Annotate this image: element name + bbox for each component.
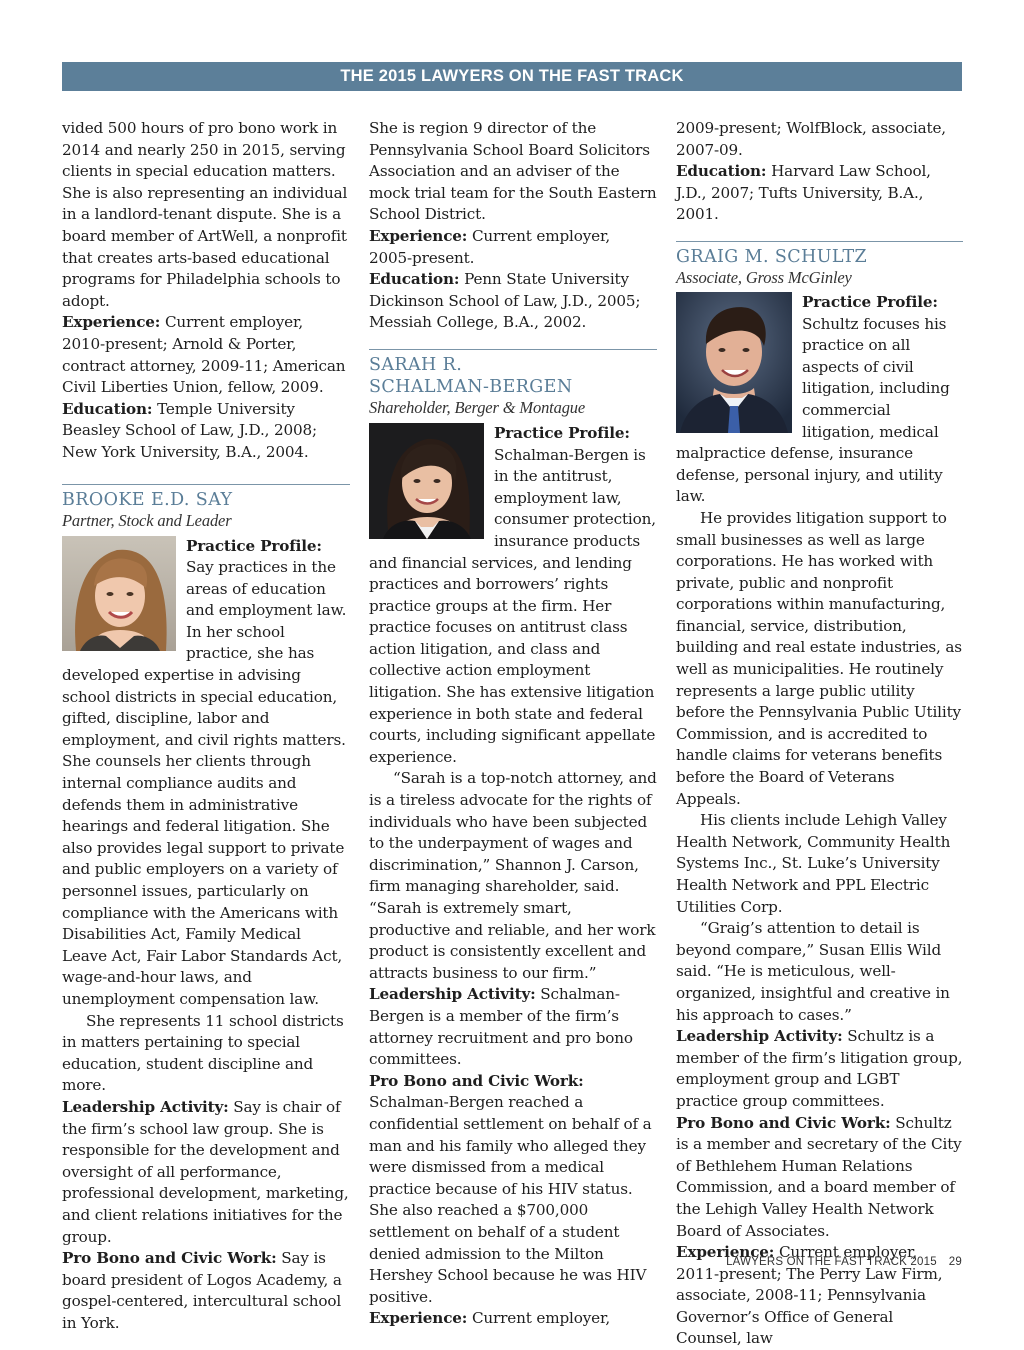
practice-profile-label: Practice Profile: [494,423,630,442]
page-footer [726,1256,962,1268]
role-firm: Stock and Leader [118,510,232,530]
col1-experience [62,312,350,398]
education-label: Education: [62,399,153,418]
role-firm: Gross McGinley [745,267,852,287]
column-2 [369,118,657,1330]
name-line-1: SARAH R. [369,354,463,375]
experience-label: Experience: [676,1243,775,1262]
schultz-profile [676,292,963,508]
profile-role-say: Partner, Stock and Leader [62,510,232,530]
practice-profile-text: Say practices in the areas of education and employment law. In her school practice, she has developed expertise in advising school districts in special education, gifted, discipline, labor and employment, and civil rights matters. She counsels her clients through internal compliance audits and defends them in administrative hearings and federal litigation. She also provides legal support to private and public employers on a variety of personnel issues, particularly on compliance with the Americans with Disabilities Act, Family Medical Leave Act, Fair Labor Standards Act, wage-and-hour laws, and unemployment compensation law. [62,558,347,1008]
experience-text: Current employer, 2010-present; Arnold & Porter, contract attorney, 2009-11; American Civil Liberties Union, fellow, 2009. [62,313,346,397]
probono-label: Pro Bono and Civic Work: [62,1249,277,1268]
schalman-profile [369,423,657,769]
headshot-schalman-bergen [369,423,484,539]
section-banner: THE 2015 LAWYERS ON THE FAST TRACK [62,62,962,91]
experience-text: Current employer, 2005-present. [369,226,611,267]
col3-intro: 2009-present; WolfBlock, associate, 2007-09. [676,119,946,159]
say-probono [62,1248,350,1334]
schultz-para2: He provides litigation support to small businesses as well as large corporations. He has worked with private, public and nonprofit corporations within manufacturing, financial, service, distribution, building and real estate industries, as well as municipalities. He routinely represents a large public utility before the Pennsylvania Public Utility Commission, and is accredited to handle claims for veterans benefits before the Board of Veterans Appeals. [676,508,962,808]
profile-name-schalman-bergen [369,354,657,398]
col2-experience [369,226,657,269]
role-title: Partner [62,510,111,530]
running-title: LAWYERS ON THE FAST TRACK 2015 [726,1256,937,1268]
experience-label: Experience: [369,226,468,245]
education-text: Temple University Beasley School of Law, J.D., 2008; New York University, B.A., 2004. [62,399,318,461]
practice-profile-label: Practice Profile: [186,536,322,555]
leadership-label: Leadership Activity: [369,985,536,1004]
education-label: Education: [369,270,460,289]
col1-education [62,399,350,464]
page-number: 29 [948,1256,962,1268]
schultz-para3: His clients include Lehigh Valley Health Network, Community Health Systems Inc., St. Luke’s University Health Network and PPL Electric Utilities Corp. [676,811,951,916]
practice-profile-text: Schultz focuses his practice on all aspects of civil litigation, including commercial litigation, medical malpractice defense, insurance defense, personal injury, and utility law. [676,314,950,506]
col1-intro: vided 500 hours of pro bono work in 2014 and nearly 250 in 2015, serving clients in special education matters. She is also representing an individual in a landlord-tenant dispute. She is a board member of ArtWell, a nonprofit that creates arts-based educational programs for Philadelphia schools to adopt. [62,119,348,310]
experience-label: Experience: [369,1309,468,1328]
headshot-say [62,536,176,651]
role-title: Shareholder [369,397,447,417]
say-para2: She represents 11 school districts in matters pertaining to special education, student discipline and more. [62,1011,344,1095]
experience-label: Experience: [62,313,161,332]
experience-text: Current employer, [467,1309,611,1328]
profile-name-say: BROOKE E.D. SAY [62,489,233,510]
probono-text: Schultz is a member and secretary of the City of Bethlehem Human Relations Commission, and a board member of the Lehigh Valley Health Network Board of Associates. [676,1113,962,1240]
practice-profile-label: Practice Profile: [802,292,938,311]
schultz-probono [676,1113,963,1243]
probono-label: Pro Bono and Civic Work: [369,1071,584,1090]
experience-text: Current employer, 2011-present; The Perry Law Firm, associate, 2008-11; Pennsylvania Governor’s Office of General Counsel, law [676,1243,943,1348]
leadership-label: Leadership Activity: [62,1097,229,1116]
schultz-quote: “Graig’s attention to detail is beyond compare,” Susan Ellis Wild said. “He is meticulous, well-organized, insightful and creative in his approach to cases.” [676,919,950,1024]
role-firm: Berger & Montague [454,397,586,417]
headshot-schultz [676,292,792,433]
name-line-2: SCHALMAN-BERGEN [369,376,573,397]
profile-name-schultz: GRAIG M. SCHULTZ [676,246,868,267]
role-title: Associate [676,267,738,287]
leadership-text: Schultz is a member of the firm’s litigation group, employment group and LGBT practice group committees. [676,1027,963,1110]
column-3 [676,118,963,1350]
practice-profile-text: Schalman-Bergen is in the antitrust, employment law, consumer protection, insurance products and financial services, and lending practices and borrowers’ rights practice groups at the firm. Her practice focuses on antitrust class action litigation, and class and collective action employment litigation. She has extensive litigation experience in both state and federal courts, including significant appellate experience. [369,445,656,766]
schalman-quote: “Sarah is a top-notch attorney, and is a tireless advocate for the rights of individuals who have been subjected to the underpayment of wages and discrimination,” Shannon J. Carson, firm managing shareholder, said. “Sarah is extremely smart, productive and reliable, and her work product is consistently excellent and attracts business to our firm.” [369,769,657,982]
col2-intro: She is region 9 director of the Pennsylvania School Board Solicitors Association and an adviser of the mock trial team for the South Eastern School District. [369,119,657,224]
profile-role-schalman-bergen: Shareholder, Berger & Montague [369,397,586,417]
leadership-text: Say is chair of the firm’s school law group. She is responsible for the development and oversight of all performance, professional development, marketing, and client relations initiatives for the group. [62,1097,349,1246]
schalman-probono [369,1071,657,1309]
profile-role-schultz: Associate, Gross McGinley [676,267,852,287]
schultz-leadership [676,1026,963,1112]
education-text: Harvard Law School, J.D., 2007; Tufts University, B.A., 2001. [676,162,931,224]
say-profile [62,536,350,1011]
probono-text: Schalman-Bergen reached a confidential settlement on behalf of a man and his family who alleged they were dismissed from a medical practice because of his HIV status. She also reached a $700,000 settlement on behalf of a student denied admission to the Milton Hershey School because he was HIV positive. [369,1093,652,1306]
leadership-label: Leadership Activity: [676,1027,843,1046]
probono-label: Pro Bono and Civic Work: [676,1113,891,1132]
leadership-text: Schalman-Bergen is a member of the firm’s attorney recruitment and pro bono committees. [369,985,633,1069]
schalman-experience [369,1308,657,1330]
column-1 [62,118,350,1334]
schalman-leadership [369,984,657,1070]
col2-education [369,269,657,334]
education-label: Education: [676,162,767,181]
say-leadership [62,1097,350,1248]
probono-text: Say is board president of Logos Academy, a gospel-centered, intercultural school in York. [62,1249,342,1332]
col3-education [676,161,963,226]
education-text: Penn State University Dickinson School of Law, J.D., 2005; Messiah College, B.A., 2002. [369,270,641,332]
